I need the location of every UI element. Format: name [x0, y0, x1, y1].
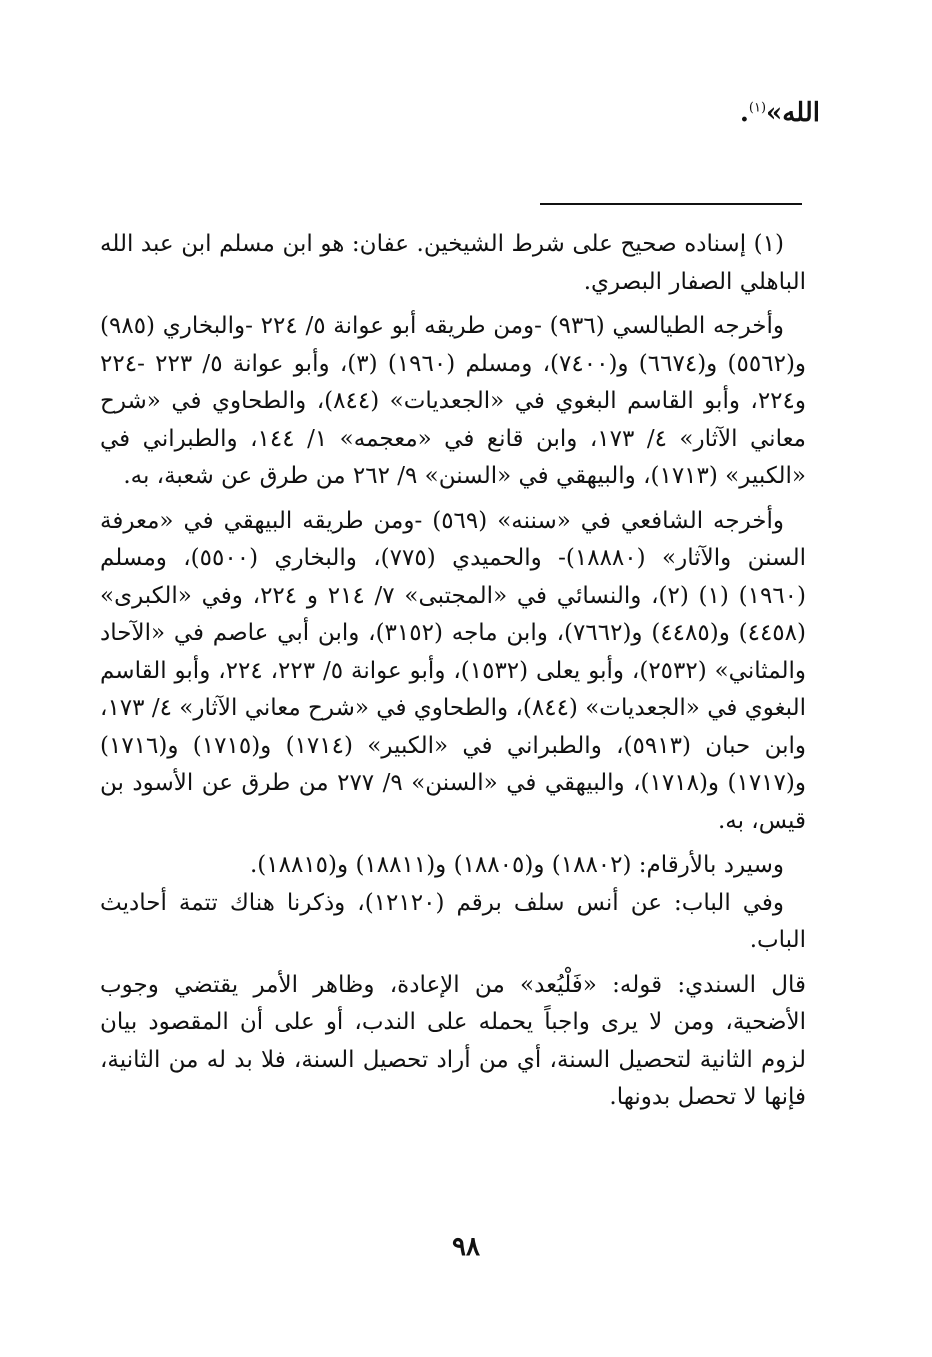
footnote-paragraph-6: قال السندي: قوله: «فَلْيُعد» من الإعادة، وظاهر الأمر يقتضي وجوب الأضحية، ومن لا يرى واجباً يحمله على الندب، أو على أن المقصود بيان لزوم الثانية لتحصيل السنة، أي من أراد تحصيل السنة، فلا بد له من الثانية، فإنها لا تحصل بدونها.: [100, 971, 806, 1110]
footnotes-section: [100, 226, 806, 1124]
footnote-paragraph-2: وأخرجه الطيالسي (٩٣٦) -ومن طريقه أبو عوانة ٥/ ٢٢٤ -والبخاري (٩٨٥) و(٥٥٦٢) و(٦٦٧٤) و(٧٤٠٠)، ومسلم (١٩٦٠) (٣)، وأبو عوانة ٥/ ٢٢٣ -٢٢٤ و٢٢٤، وأبو القاسم البغوي في «الجعديات» (٨٤٤)، والطحاوي في «شرح معاني الآثار» ٤/ ١٧٣، وابن قانع في «معجمه» ١/ ١٤٤، والطبراني في «الكبير» (١٧١٣)، والبيهقي في «السنن» ٩/ ٢٦٢ من طرق عن شعبة، به.: [100, 313, 807, 489]
footnote-paragraph-1: (١) إسناده صحيح على شرط الشيخين. عفان: هو ابن مسلم ابن عبد الله الباهلي الصفار البصري.: [100, 231, 806, 295]
end-mark: .: [739, 98, 749, 128]
footnote-paragraph-4: وسيرد بالأرقام: (١٨٨٠٢) و(١٨٨٠٥) و(١٨٨١١) و(١٨٨١٥).: [249, 852, 784, 878]
footnote-marker: (١): [748, 100, 767, 116]
footnote-paragraph-5: وفي الباب: عن أنس سلف برقم (١٢١٢٠)، وذكرنا هناك تتمة أحاديث الباب.: [100, 889, 806, 953]
page-number: ٩٨: [452, 1232, 480, 1262]
main-text-fragment: الله»: [766, 98, 820, 128]
footnote-paragraph-3: وأخرجه الشافعي في «سننه» (٥٦٩) -ومن طريقه البيهقي في «معرفة السنن والآثار» (١٨٨٨٠)- والحميدي (٧٧٥)، والبخاري (٥٥٠٠)، ومسلم (١٩٦٠) (١) (٢)، والنسائي في «المجتبى» ٧/ ٢١٤ و ٢٢٤، وفي «الكبرى» (٤٤٥٨) و(٤٤٨٥) و(٧٦٦٢)، وابن ماجه (٣١٥٢)، وابن أبي عاصم في «الآحاد والمثاني» (٢٥٣٢)، وأبو يعلى (١٥٣٢)، وأبو عوانة ٥/ ٢٢٣، ٢٢٤، وأبو القاسم البغوي في «الجعديات» (٨٤٤)، والطحاوي في «شرح معاني الآثار» ٤/ ١٧٣، وابن حبان (٥٩١٣)، والطبراني في «الكبير» (١٧١٤) و(١٧١٥) و(١٧١٦) و(١٧١٧) و(١٧١٨)، والبيهقي في «السنن» ٩/ ٢٧٧ من طرق عن الأسود بن قيس، به.: [100, 507, 807, 834]
main-text-line: [740, 98, 820, 128]
footnote-separator: [540, 203, 802, 205]
